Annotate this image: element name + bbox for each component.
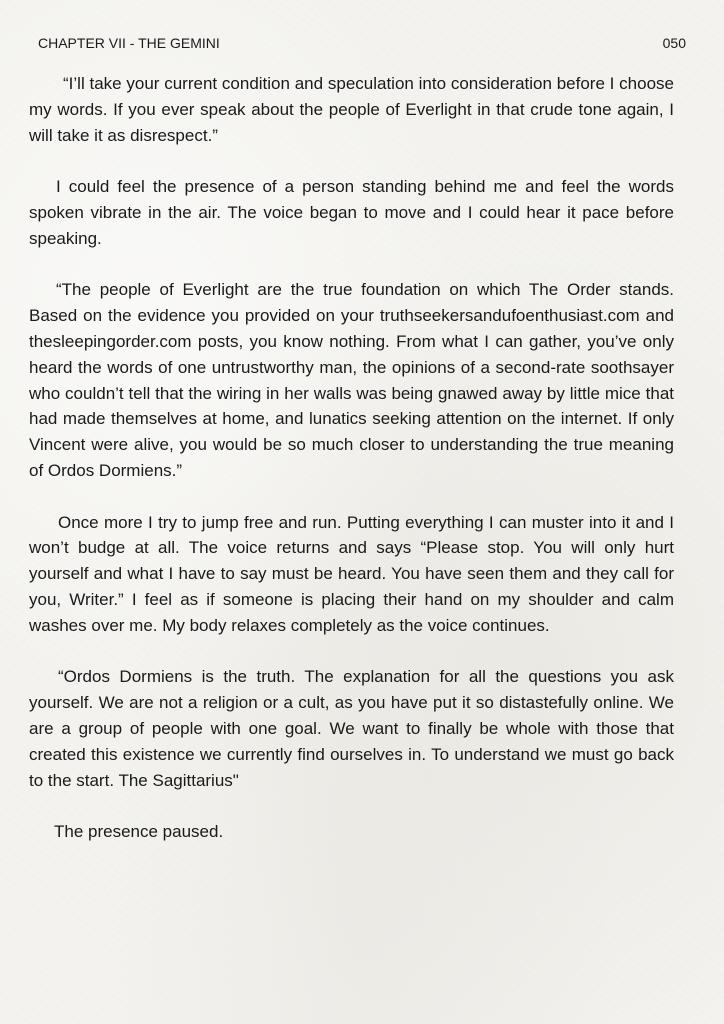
paragraph: The presence paused. bbox=[54, 822, 224, 842]
paragraph: I could feel the presence of a person standing behind me and feel the words spoken vibrate in the air. The voice began to move and I could hear it pace before speaking. bbox=[29, 177, 674, 248]
chapter-title: CHAPTER VII - THE GEMINI bbox=[38, 35, 220, 51]
paragraph: “I’ll take your current condition and speculation into consideration before I choose my words. If you ever speak about the people of Everlight in that crude tone again, I will take it as disrespect.” bbox=[29, 74, 674, 145]
page-header bbox=[38, 34, 686, 52]
paragraph: “Ordos Dormiens is the truth. The explanation for all the questions you ask yourself. We are not a religion or a cult, as you have put it so distastefully online. We are a group of people with one goal. We want to finally be whole with those that created this existence we currently find ourselves in. To understand we must go back to the start. The Sagittarius" bbox=[29, 667, 674, 790]
body-text bbox=[29, 71, 674, 871]
paragraph: “The people of Everlight are the true foundation on which The Order stands. Based on the evidence you provided on your truthseekersandufoenthusiast.com and thesleepingorder.com posts, you know nothing. From what I can gather, you’ve only heard the words of one untrustworthy man, the opinions of a second-rate soothsayer who couldn’t tell that the wiring in her walls was being gnawed away by little mice that had made themselves at home, and lunatics seeking attention on the internet. If only Vincent were alive, you would be so much closer to understanding the true meaning of Ordos Dormiens.” bbox=[29, 280, 674, 480]
page-number: 050 bbox=[662, 35, 686, 51]
paragraph: Once more I try to jump free and run. Putting everything I can muster into it and I won’t budge at all. The voice returns and says “Please stop. You will only hurt yourself and what I have to say must be heard. You have seen them and they call for you, Writer.” I feel as if someone is placing their hand on my shoulder and calm washes over me. My body relaxes completely as the voice continues. bbox=[29, 512, 674, 635]
